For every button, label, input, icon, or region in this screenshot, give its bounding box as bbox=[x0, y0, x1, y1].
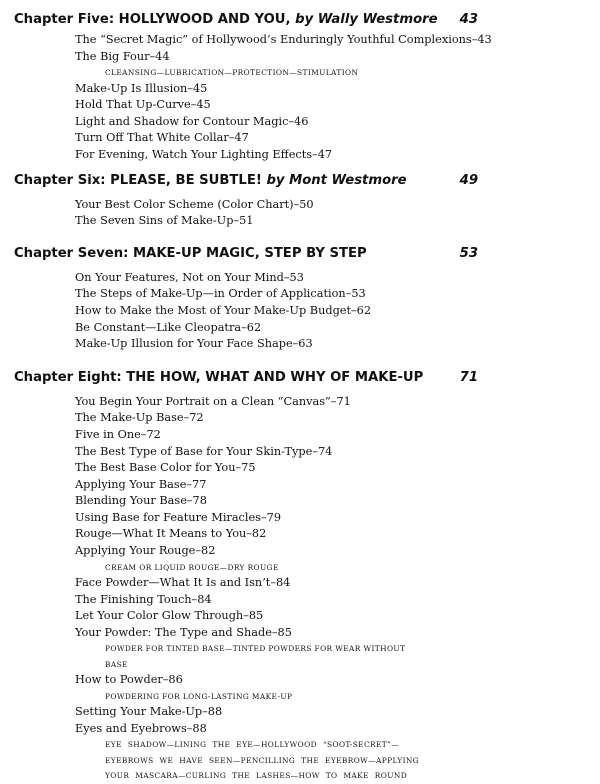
chapter-heading bbox=[14, 171, 574, 193]
chapter-title: Chapter Five: HOLLYWOOD AND YOU, by Wally Westmore bbox=[14, 12, 438, 27]
toc-entry: Blending Your Base–78 bbox=[75, 494, 207, 508]
toc-entry: Hold That Up-Curve–45 bbox=[75, 98, 211, 112]
toc-entry: Setting Your Make-Up–88 bbox=[75, 705, 223, 719]
toc-entry: Your Powder: The Type and Shade–85 bbox=[75, 625, 292, 639]
chapter-heading bbox=[14, 368, 574, 390]
chapter-byline: by Wally Westmore bbox=[295, 12, 438, 27]
chapter-page-number: 43 bbox=[459, 12, 478, 27]
toc-entry: Make-Up Illusion for Your Face Shape–63 bbox=[75, 337, 313, 351]
chapter-entries bbox=[14, 394, 574, 784]
toc-entry: The Big Four–44 bbox=[75, 49, 170, 63]
chapter-seven bbox=[14, 244, 574, 353]
chapter-entries bbox=[14, 32, 574, 164]
toc-entry: The Best Base Color for You–75 bbox=[75, 461, 256, 475]
toc-entry: Using Base for Feature Miracles–79 bbox=[75, 510, 282, 524]
chapter-heading bbox=[14, 244, 574, 266]
toc-entry: You Begin Your Portrait on a Clean “Canvas”–71 bbox=[75, 394, 351, 408]
chapter-page-number: 53 bbox=[459, 245, 478, 261]
toc-entry: Applying Your Base–77 bbox=[75, 477, 207, 491]
chapter-entries bbox=[14, 197, 574, 230]
toc-entry: The Best Type of Base for Your Skin-Type–74 bbox=[75, 444, 333, 458]
toc-entry: The Make-Up Base–72 bbox=[75, 411, 204, 425]
toc-entry: Face Powder—What It Is and Isn’t–84 bbox=[75, 576, 291, 590]
chapter-entries bbox=[14, 270, 574, 353]
toc-entry: Let Your Color Glow Through–85 bbox=[75, 609, 264, 623]
chapter-page-number: 71 bbox=[459, 369, 478, 385]
chapter-title: Chapter Six: PLEASE, BE SUBTLE! by Mont Westmore bbox=[14, 172, 407, 188]
toc-entry: Rouge—What It Means to You–82 bbox=[75, 527, 267, 541]
entry-subtopics: CREAM OR LIQUID ROUGE—DRY ROUGE bbox=[105, 562, 279, 572]
chapter-heading bbox=[14, 10, 574, 32]
entry-subtopics: EYEBROWS WE HAVE SEEN—PENCILLING THE EYEBROW—APPLYING bbox=[105, 755, 420, 765]
chapter-six bbox=[14, 171, 574, 230]
entry-subtopics: BASE bbox=[105, 659, 128, 669]
toc-entry: Light and Shadow for Contour Magic–46 bbox=[75, 114, 309, 128]
toc-entry: How to Powder–86 bbox=[75, 673, 183, 687]
entry-subtopics: POWDERING FOR LONG-LASTING MAKE-UP bbox=[105, 691, 293, 701]
chapter-five bbox=[14, 10, 574, 164]
toc-entry: For Evening, Watch Your Lighting Effects–47 bbox=[75, 147, 333, 161]
contents-page bbox=[14, 10, 574, 784]
toc-entry: On Your Features, Not on Your Mind–53 bbox=[75, 270, 304, 284]
toc-entry: Be Constant—Like Cleopatra–62 bbox=[75, 320, 262, 334]
chapter-eight bbox=[14, 368, 574, 784]
toc-entry: Eyes and Eyebrows–88 bbox=[75, 721, 207, 735]
toc-entry: How to Make the Most of Your Make-Up Budget–62 bbox=[75, 303, 372, 317]
toc-entry: The Finishing Touch–84 bbox=[75, 592, 212, 606]
chapter-byline: by Mont Westmore bbox=[266, 172, 407, 188]
toc-entry: The “Secret Magic” of Hollywood’s Enduringly Youthful Complexions–43 bbox=[75, 33, 492, 46]
chapter-title: Chapter Seven: MAKE-UP MAGIC, STEP BY STEP bbox=[14, 245, 367, 261]
entry-subtopics: YOUR MASCARA—CURLING THE LASHES—HOW TO MAKE ROUND bbox=[105, 771, 408, 781]
chapter-title: Chapter Eight: THE HOW, WHAT AND WHY OF MAKE-UP bbox=[14, 369, 424, 385]
toc-entry: Make-Up Is Illusion–45 bbox=[75, 81, 208, 95]
toc-entry: Turn Off That White Collar–47 bbox=[75, 131, 249, 145]
entry-subtopics: EYE SHADOW—LINING THE EYE—HOLLYWOOD “SOOT-SECRET”— bbox=[105, 740, 400, 750]
toc-entry: Applying Your Rouge–82 bbox=[75, 544, 216, 558]
toc-entry: Five in One–72 bbox=[75, 427, 161, 441]
toc-entry: Your Best Color Scheme (Color Chart)–50 bbox=[75, 197, 314, 211]
chapter-page-number: 49 bbox=[459, 172, 478, 188]
entry-subtopics: CLEANSING—LUBRICATION—PROTECTION—STIMULATION bbox=[105, 68, 359, 78]
entry-subtopics: POWDER FOR TINTED BASE—TINTED POWDERS FOR WEAR WITHOUT bbox=[105, 644, 406, 654]
toc-entry: The Seven Sins of Make-Up–51 bbox=[75, 214, 254, 228]
toc-entry: The Steps of Make-Up—in Order of Application–53 bbox=[75, 287, 366, 301]
